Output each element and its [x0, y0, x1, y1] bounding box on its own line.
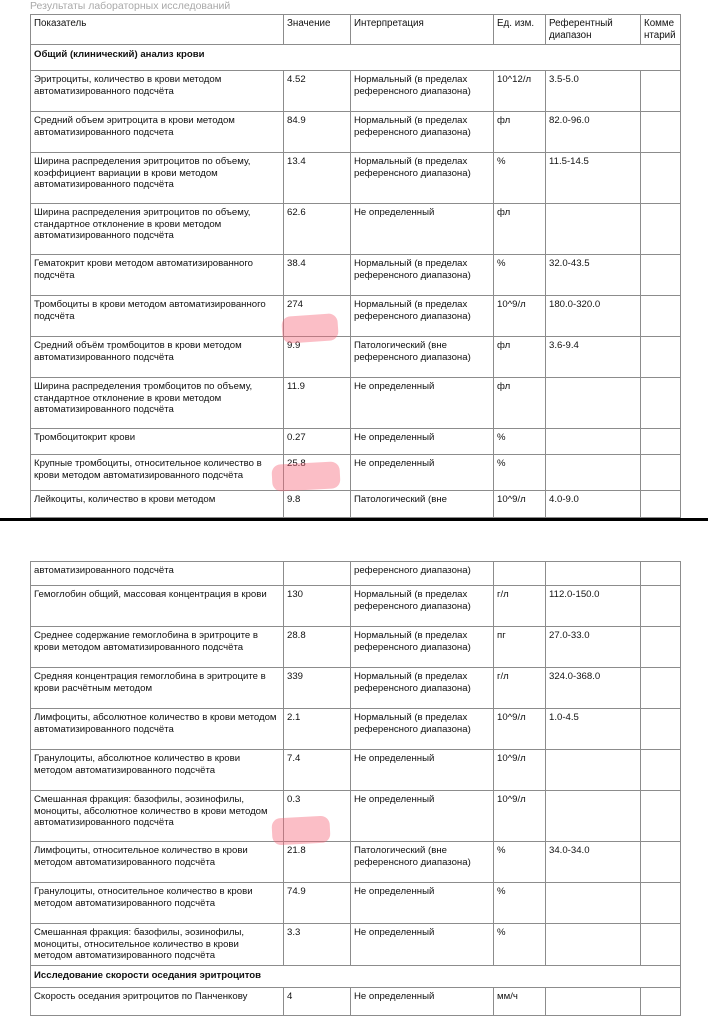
cell-value: 4.52	[284, 70, 351, 111]
cell-value: 74.9	[284, 883, 351, 924]
table-row	[31, 70, 681, 111]
cell-value: 7.4	[284, 750, 351, 791]
cell-reference-range: 32.0-43.5	[546, 254, 641, 295]
cell-indicator: Скорость оседания эритроцитов по Панченкову	[31, 988, 284, 1016]
cell-indicator: Гранулоциты, абсолютное количество в крови методом автоматизированного подсчёта	[31, 750, 284, 791]
cell-value: 4	[284, 988, 351, 1016]
header-reference-range: Референтный диапазон	[546, 15, 641, 45]
table-row	[31, 377, 681, 428]
cell-reference-range	[546, 988, 641, 1016]
section-header-row	[31, 966, 681, 988]
table-row	[31, 668, 681, 709]
cell-comment	[641, 750, 681, 791]
cell-value: 84.9	[284, 111, 351, 152]
cell-reference-range	[546, 203, 641, 254]
cell-unit: 10^9/л	[494, 490, 546, 517]
table-row	[31, 428, 681, 454]
cell-interpretation: Патологический (вне референсного диапазона)	[351, 842, 494, 883]
header-indicator: Показатель	[31, 15, 284, 45]
cell-reference-range: 3.6-9.4	[546, 336, 641, 377]
cell-value: 25.8	[284, 454, 351, 490]
cell-value: 3.3	[284, 924, 351, 966]
cell-value: 11.9	[284, 377, 351, 428]
cell-reference-range: 11.5-14.5	[546, 152, 641, 203]
cell-unit: 10^9/л	[494, 295, 546, 336]
cell-indicator: Лейкоциты, количество в крови методом	[31, 490, 284, 517]
cell-value: 9.9	[284, 336, 351, 377]
cell-unit: фл	[494, 377, 546, 428]
highlight-mark	[281, 313, 339, 344]
cell-interpretation: Не определенный	[351, 454, 494, 490]
cell-interpretation: Нормальный (в пределах референсного диапазона)	[351, 295, 494, 336]
cell-indicator: Ширина распределения эритроцитов по объему, коэффициент вариации в крови методом автоматизированного подсчёта	[31, 152, 284, 203]
cell-value: 9.8	[284, 490, 351, 517]
cell-indicator: Тромбоцитокрит крови	[31, 428, 284, 454]
cell-value: 130	[284, 586, 351, 627]
cell-comment	[641, 295, 681, 336]
cell-interpretation: Не определенный	[351, 750, 494, 791]
cell-comment	[641, 203, 681, 254]
table-row	[31, 254, 681, 295]
cell-indicator: Лимфоциты, абсолютное количество в крови методом автоматизированного подсчёта	[31, 709, 284, 750]
cell-reference-range	[546, 924, 641, 966]
cell-comment	[641, 586, 681, 627]
cell-unit: %	[494, 454, 546, 490]
cell-interpretation: Нормальный (в пределах референсного диапазона)	[351, 709, 494, 750]
cell-indicator: Тромбоциты в крови методом автоматизированного подсчёта	[31, 295, 284, 336]
cell-reference-range: 3.5-5.0	[546, 70, 641, 111]
cell-comment	[641, 70, 681, 111]
cell-reference-range	[546, 883, 641, 924]
cell-indicator: Эритроциты, количество в крови методом автоматизированного подсчёта	[31, 70, 284, 111]
cell-interpretation: Не определенный	[351, 428, 494, 454]
cell-comment	[641, 111, 681, 152]
cell-indicator: Гемоглобин общий, массовая концентрация в крови	[31, 586, 284, 627]
cell-unit: фл	[494, 203, 546, 254]
cell-interpretation: референсного диапазона)	[351, 562, 494, 586]
cell-value: 28.8	[284, 627, 351, 668]
cell-unit: %	[494, 883, 546, 924]
cell-value: 0.27	[284, 428, 351, 454]
cell-value: 274	[284, 295, 351, 336]
cell-unit: 10^12/л	[494, 70, 546, 111]
cell-interpretation: Нормальный (в пределах референсного диапазона)	[351, 586, 494, 627]
cell-reference-range: 27.0-33.0	[546, 627, 641, 668]
cell-indicator: Крупные тромбоциты, относительное количество в крови методом автоматизированного подсчёта	[31, 454, 284, 490]
cell-comment	[641, 668, 681, 709]
cell-indicator: Гранулоциты, относительное количество в крови методом автоматизированного подсчёта	[31, 883, 284, 924]
cell-reference-range	[546, 377, 641, 428]
section-title: Общий (клинический) анализ крови	[31, 44, 681, 70]
cell-unit: %	[494, 924, 546, 966]
table-row	[31, 152, 681, 203]
cell-interpretation: Не определенный	[351, 203, 494, 254]
cell-unit: 10^9/л	[494, 791, 546, 842]
cell-unit: %	[494, 428, 546, 454]
table-row	[31, 295, 681, 336]
section-title: Исследование скорости оседания эритроцитов	[31, 966, 681, 988]
section-header-row	[31, 44, 681, 70]
highlight-mark	[271, 816, 330, 846]
cell-comment	[641, 842, 681, 883]
cell-interpretation: Не определенный	[351, 924, 494, 966]
table-row	[31, 490, 681, 517]
cell-unit: г/л	[494, 586, 546, 627]
cell-indicator: Средний объем эритроцита в крови методом автоматизированного подсчета	[31, 111, 284, 152]
table-header-row	[31, 15, 681, 45]
cell-comment	[641, 709, 681, 750]
cell-comment	[641, 377, 681, 428]
cell-indicator: Средний объём тромбоцитов в крови методом автоматизированного подсчёта	[31, 336, 284, 377]
cell-interpretation: Нормальный (в пределах референсного диапазона)	[351, 70, 494, 111]
cell-value: 38.4	[284, 254, 351, 295]
table-row	[31, 586, 681, 627]
page-caption: Результаты лабораторных исследований	[30, 0, 231, 12]
cell-unit: %	[494, 254, 546, 295]
cell-value	[284, 562, 351, 586]
header-interpretation: Интерпретация	[351, 15, 494, 45]
cell-interpretation: Не определенный	[351, 791, 494, 842]
cell-unit: г/л	[494, 668, 546, 709]
cell-indicator: Смешанная фракция: базофилы, эозинофилы, моноциты, относительное количество в крови методом автоматизированного подсчёта	[31, 924, 284, 966]
cell-indicator: Ширина распределения эритроцитов по объему, стандартное отклонение в крови методом автоматизированного подсчёта	[31, 203, 284, 254]
cell-indicator: Среднее содержание гемоглобина в эритроците в крови методом автоматизированного подсчёта	[31, 627, 284, 668]
cell-comment	[641, 428, 681, 454]
table-row	[31, 791, 681, 842]
cell-reference-range: 112.0-150.0	[546, 586, 641, 627]
cell-unit: мм/ч	[494, 988, 546, 1016]
cell-reference-range	[546, 428, 641, 454]
cell-comment	[641, 254, 681, 295]
cell-value: 0.3	[284, 791, 351, 842]
header-comment: Комме нтарий	[641, 15, 681, 45]
header-unit: Ед. изм.	[494, 15, 546, 45]
cell-value: 13.4	[284, 152, 351, 203]
cell-interpretation: Нормальный (в пределах референсного диапазона)	[351, 111, 494, 152]
table-row	[31, 842, 681, 883]
cell-indicator: Смешанная фракция: базофилы, эозинофилы, моноциты, абсолютное количество в крови методом автоматизированного подсчёта	[31, 791, 284, 842]
cell-unit: 10^9/л	[494, 709, 546, 750]
cell-interpretation: Патологический (вне	[351, 490, 494, 517]
cell-value: 339	[284, 668, 351, 709]
cell-unit: пг	[494, 627, 546, 668]
cell-unit: фл	[494, 336, 546, 377]
cell-value: 2.1	[284, 709, 351, 750]
cell-unit: %	[494, 152, 546, 203]
cell-indicator: автоматизированного подсчёта	[31, 562, 284, 586]
cell-reference-range	[546, 791, 641, 842]
table-row	[31, 709, 681, 750]
cell-unit: %	[494, 842, 546, 883]
cell-value: 21.8	[284, 842, 351, 883]
cell-reference-range: 1.0-4.5	[546, 709, 641, 750]
page-gap	[0, 521, 708, 561]
cell-comment	[641, 627, 681, 668]
cell-comment	[641, 454, 681, 490]
table-row	[31, 627, 681, 668]
cell-interpretation: Не определенный	[351, 377, 494, 428]
cell-comment	[641, 924, 681, 966]
cell-unit: фл	[494, 111, 546, 152]
cell-comment	[641, 988, 681, 1016]
cell-unit	[494, 562, 546, 586]
cell-reference-range	[546, 454, 641, 490]
cell-comment	[641, 562, 681, 586]
cell-reference-range	[546, 562, 641, 586]
cell-interpretation: Нормальный (в пределах референсного диапазона)	[351, 254, 494, 295]
lab-results-table-top	[30, 14, 681, 518]
table-row	[31, 562, 681, 586]
cell-reference-range: 82.0-96.0	[546, 111, 641, 152]
cell-comment	[641, 490, 681, 517]
table-row	[31, 988, 681, 1016]
table-row	[31, 454, 681, 490]
cell-comment	[641, 791, 681, 842]
lab-results-table-bottom	[30, 561, 681, 1016]
header-value: Значение	[284, 15, 351, 45]
table-row	[31, 924, 681, 966]
cell-unit: 10^9/л	[494, 750, 546, 791]
cell-interpretation: Нормальный (в пределах референсного диапазона)	[351, 668, 494, 709]
cell-indicator: Гематокрит крови методом автоматизированного подсчёта	[31, 254, 284, 295]
cell-interpretation: Не определенный	[351, 988, 494, 1016]
cell-reference-range: 324.0-368.0	[546, 668, 641, 709]
cell-indicator: Средняя концентрация гемоглобина в эритроците в крови расчётным методом	[31, 668, 284, 709]
table-row	[31, 111, 681, 152]
cell-comment	[641, 883, 681, 924]
cell-comment	[641, 336, 681, 377]
cell-reference-range: 34.0-34.0	[546, 842, 641, 883]
table-row	[31, 203, 681, 254]
cell-interpretation: Патологический (вне референсного диапазона)	[351, 336, 494, 377]
table-row	[31, 883, 681, 924]
cell-interpretation: Нормальный (в пределах референсного диапазона)	[351, 152, 494, 203]
table-row	[31, 750, 681, 791]
cell-comment	[641, 152, 681, 203]
cell-interpretation: Нормальный (в пределах референсного диапазона)	[351, 627, 494, 668]
cell-interpretation: Не определенный	[351, 883, 494, 924]
table-row	[31, 336, 681, 377]
cell-reference-range	[546, 750, 641, 791]
cell-indicator: Лимфоциты, относительное количество в крови методом автоматизированного подсчёта	[31, 842, 284, 883]
cell-indicator: Ширина распределения тромбоцитов по объему, стандартное отклонение в крови методом автоматизированного подсчёта	[31, 377, 284, 428]
cell-reference-range: 4.0-9.0	[546, 490, 641, 517]
cell-value: 62.6	[284, 203, 351, 254]
cell-reference-range: 180.0-320.0	[546, 295, 641, 336]
highlight-mark	[271, 461, 340, 492]
